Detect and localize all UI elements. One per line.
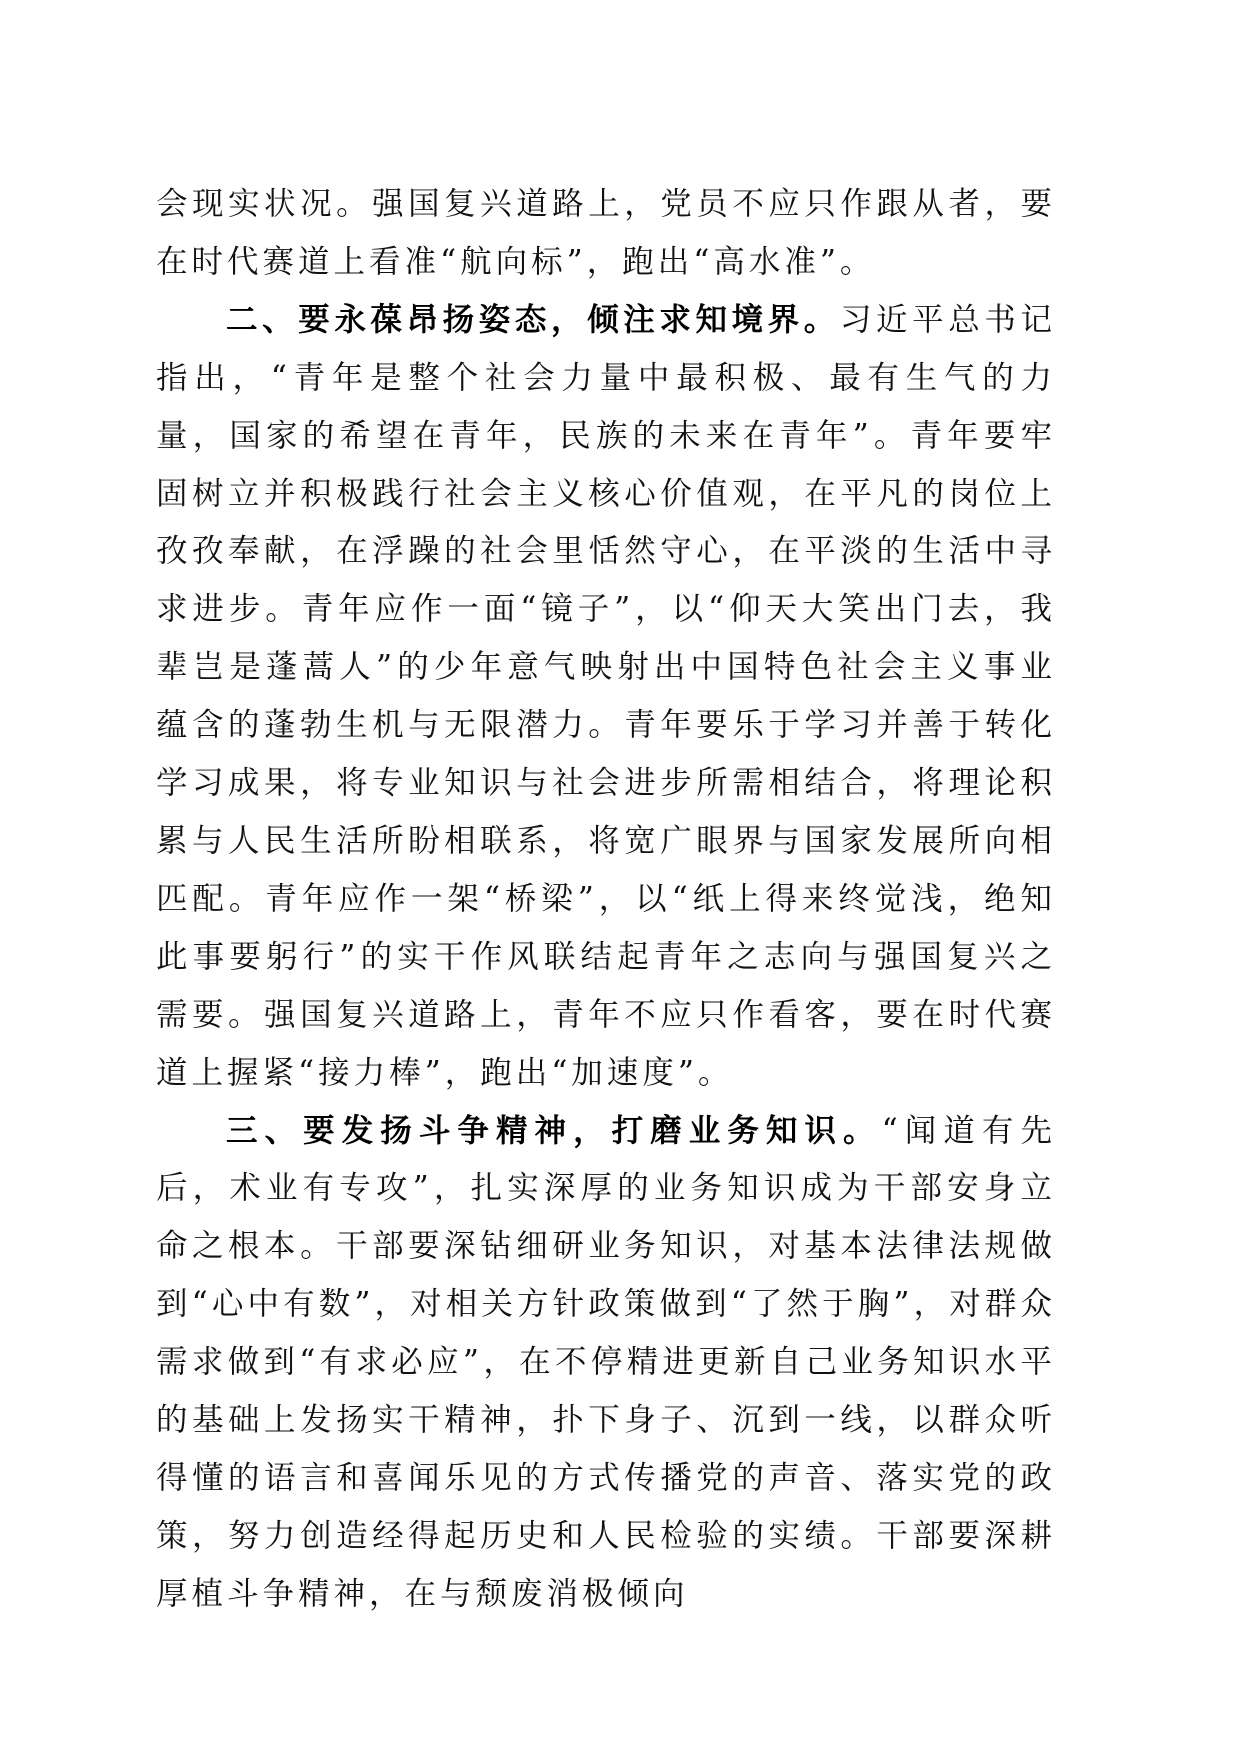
paragraph-1-text: 会现实状况。强国复兴道路上，党员不应只作跟从者，要在时代赛道上看准“航向标”，跑出“高水准”。	[156, 186, 1056, 280]
document-body	[156, 176, 1056, 1624]
paragraph-2	[156, 292, 1056, 1103]
paragraph-3	[156, 1103, 1056, 1624]
paragraph-3-text: “闻道有先后，术业有专攻”，扎实深厚的业务知识成为干部安身立命之根本。干部要深钻细研业务知识，对基本法律法规做到“心中有数”，对相关方针政策做到“了然于胸”，对群众需求做到“有求必应”，在不停精进更新自己业务知识水平的基础上发扬实干精神，扑下身子、沉到一线，以群众听得懂的语言和喜闻乐见的方式传播党的声音、落实党的政策，努力创造经得起历史和人民检验的实绩。干部要深耕厚植斗争精神，在与颓废消极倾向	[156, 1112, 1056, 1612]
paragraph-1	[156, 176, 1056, 292]
section-heading-3: 三、要发扬斗争精神，打磨业务知识。	[226, 1112, 882, 1149]
paragraph-2-text: 习近平总书记指出，“青年是整个社会力量中最积极、最有生气的力量，国家的希望在青年，民族的未来在青年”。青年要牢固树立并积极践行社会主义核心价值观，在平凡的岗位上孜孜奉献，在浮躁的社会里恬然守心，在平淡的生活中寻求进步。青年应作一面“镜子”，以“仰天大笑出门去，我辈岂是蓬蒿人”的少年意气映射出中国特色社会主义事业蕴含的蓬勃生机与无限潜力。青年要乐于学习并善于转化学习成果，将专业知识与社会进步所需相结合，将理论积累与人民生活所盼相联系，将宽广眼界与国家发展所向相匹配。青年应作一架“桥梁”，以“纸上得来终觉浅，绝知此事要躬行”的实干作风联结起青年之志向与强国复兴之需要。强国复兴道路上，青年不应只作看客，要在时代赛道上握紧“接力棒”，跑出“加速度”。	[156, 301, 1056, 1091]
section-heading-2: 二、要永葆昂扬姿态，倾注求知境界。	[226, 301, 840, 338]
